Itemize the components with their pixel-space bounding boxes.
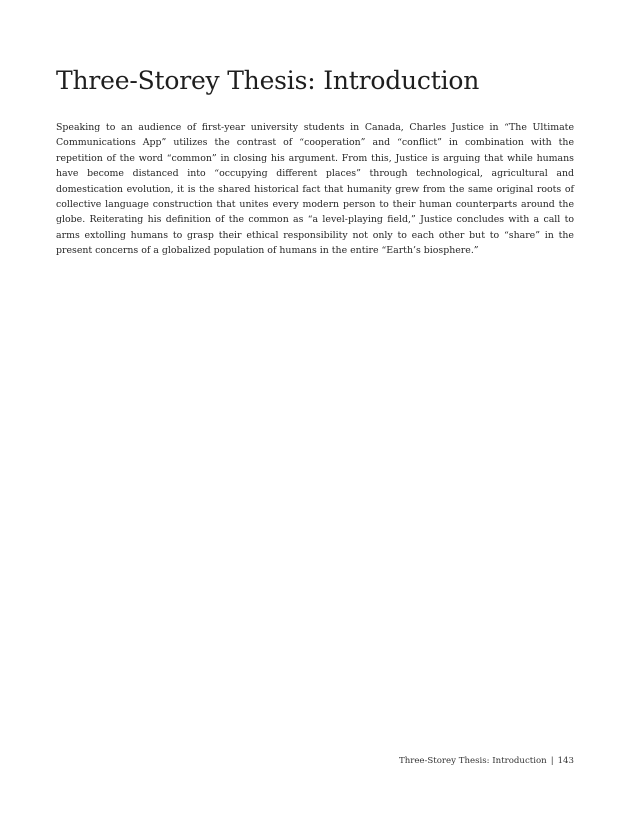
footer-page-number: 143 (557, 756, 574, 766)
page-footer (399, 755, 574, 767)
footer-running-title: Three-Storey Thesis: Introduction (398, 756, 547, 766)
footer-separator: | (550, 756, 554, 766)
page-title: Three-Storey Thesis: Introduction (56, 66, 480, 95)
body-paragraph: Speaking to an audience of first-year university students in Canada, Charles Justice in “The Ultimate Communications App” utilizes the contrast of “cooperation” and “conflict” in combination with the repetition of the word “common” in closing his argument. From this, Justice is arguing that while humans have become distanced into “occupying different places” through technological, agricultural and domestication evolution, it is the shared historical fact that humanity grew from the same original roots of collective language construction that unites every modern person to their human counterparts around the globe. Reiterating his definition of the common as “a level-playing field,” Justice concludes with a call to arms extolling humans to grasp their ethical responsibility not only to each other but to “share” in the present concerns of a globalized population of humans in the entire “Earth’s biosphere.” (56, 122, 574, 257)
